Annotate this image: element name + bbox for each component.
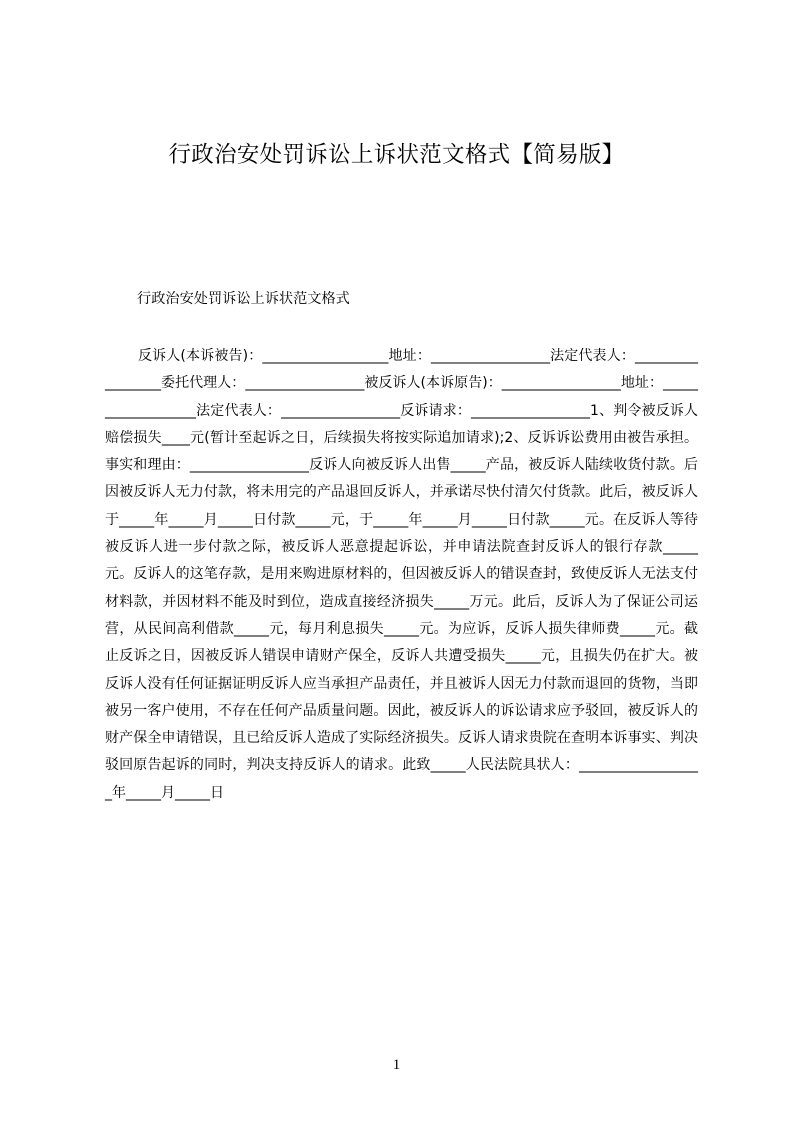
- document-body: 反诉人(本诉被告)：__________________地址：_________________法定代表人：_________________委托代理人：_________________被反诉人(本诉原告)：_________________地址：__________________法定代表人：_________________反诉请求：_________________1、判令被反诉人赔偿损失____元(暂计至起诉之日，后续损失将按实际追加请求);2、反诉诉讼费用由被告承担。事实和理由：_________________反诉人向被反诉人出售_____产品，被反诉人陆续收货付款。后因被反诉人无力付款，将未用完的产品退回反诉人，并承诺尽快付清欠付货款。此后，被反诉人于_____年_____月_____日付款_____元，于_____年_____月_____日付款_____元。在反诉人等待被反诉人进一步付款之际，被反诉人恶意提起诉讼，并申请法院查封反诉人的银行存款_____元。反诉人的这笔存款，是用来购进原材料的，但因被反诉人的错误查封，致使反诉人无法支付材料款，并因材料不能及时到位，造成直接经济损失_____万元。此后，反诉人为了保证公司运营，从民间高利借款_____元，每月利息损失_____元。为应诉，反诉人损失律师费_____元。截止反诉之日，因被反诉人错误申请财产保全，反诉人共遭受损失_____元，且损失仍在扩大。被反诉人没有任何证据证明反诉人应当承担产品责任，并且被诉人因无力付款而退回的货物，当即被另一客户使用，不存在任何产品质量问题。因此，被反诉人的诉讼请求应予驳回，被反诉人的财产保全申请错误，且已给反诉人造成了实际经济损失。反诉人请求贵院在查明本诉事实、判决驳回原告起诉的同时，判决支持反诉人的请求。此致_____人民法院具状人：__________________年_____月_____日: [105, 348, 698, 801]
- document-title: 行政治安处罚诉讼上诉状范文格式【简易版】: [168, 142, 625, 168]
- page-number: 1: [392, 1057, 401, 1073]
- document-subtitle: 行政治安处罚诉讼上诉状范文格式: [137, 291, 350, 307]
